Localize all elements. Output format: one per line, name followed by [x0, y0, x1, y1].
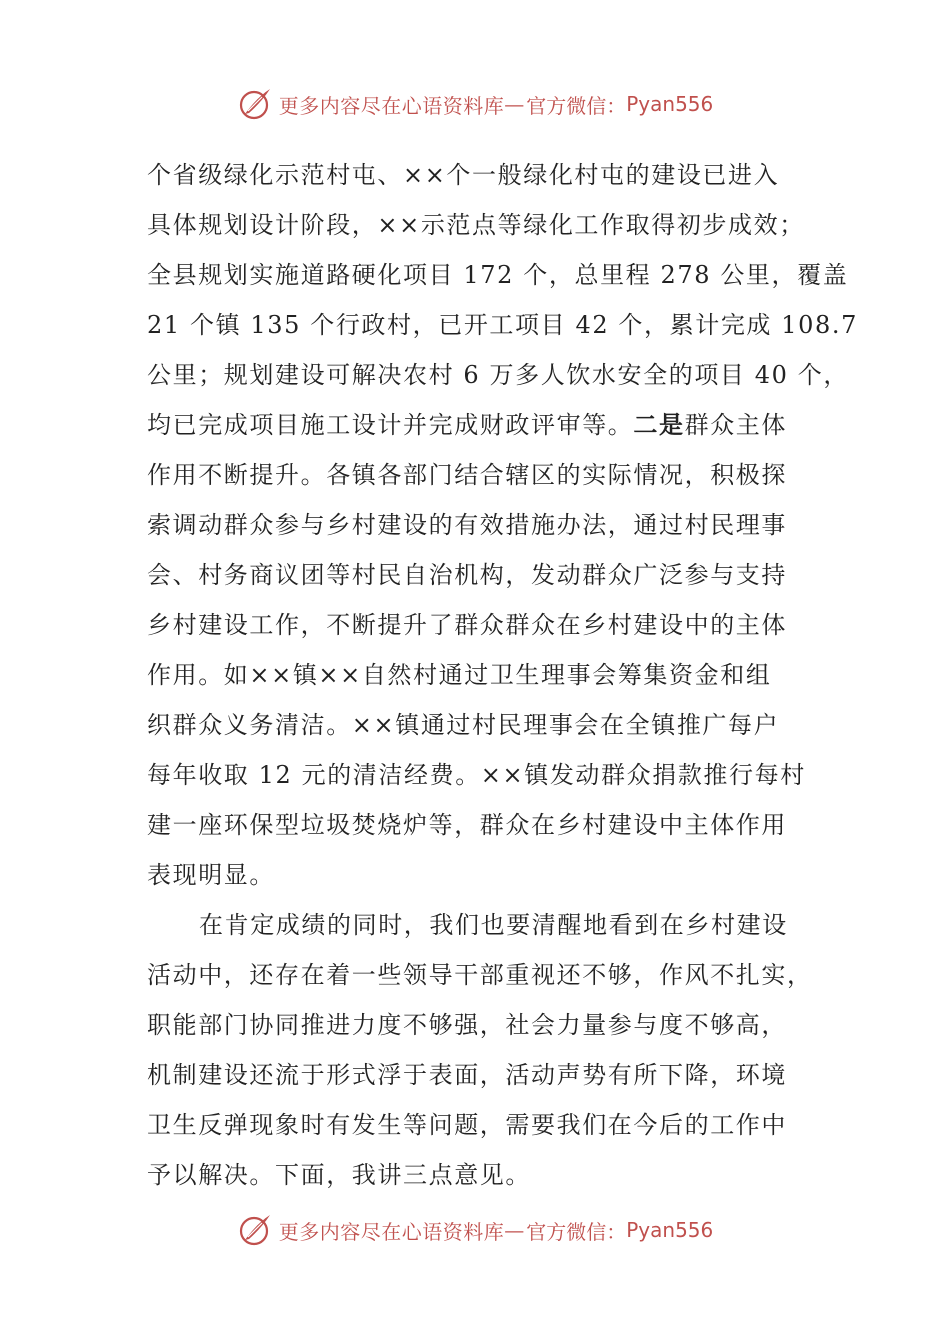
text-line: 每年收取 12 元的清洁经费。××镇发动群众捐款推行每村: [147, 761, 806, 789]
text-line: 机制建设还流于形式浮于表面，活动声势有所下降，环境: [147, 1061, 787, 1089]
text-line: 予以解决。下面，我讲三点意见。: [147, 1161, 531, 1189]
watermark-separator: —: [504, 92, 525, 116]
watermark-text: 更多内容尽在心语资料库: [278, 93, 505, 118]
wechat-id: Pyan556: [626, 92, 714, 116]
text-line: 作用。如××镇××自然村通过卫生理事会筹集资金和组: [147, 661, 772, 689]
text-line: 在肯定成绩的同时，我们也要清醒地看到在乡村建设: [199, 911, 788, 939]
text-line: 乡村建设工作，不断提升了群众群众在乡村建设中的主体: [147, 611, 787, 639]
text-line: 表现明显。: [147, 861, 275, 889]
text-line: 建一座环保型垃圾焚烧炉等，群众在乡村建设中主体作用: [147, 811, 787, 839]
text-line: 21 个镇 135 个行政村，已开工项目 42 个，累计完成 108.7: [147, 311, 858, 339]
text-line: 个省级绿化示范村屯、××个一般绿化村屯的建设已进入: [147, 161, 780, 189]
text-line: [147, 400, 807, 450]
text-run: 均已完成项目施工设计并完成财政评审等。: [147, 411, 634, 439]
footer-watermark: [0, 1210, 950, 1250]
wechat-id: Pyan556: [626, 1218, 714, 1242]
wechat-label: 官方微信：: [526, 93, 627, 118]
quill-logo-icon: [237, 86, 273, 122]
quill-logo-icon: [237, 1212, 273, 1248]
text-line: 索调动群众参与乡村建设的有效措施办法，通过村民理事: [147, 511, 787, 539]
text-line: 卫生反弹现象时有发生等问题，需要我们在今后的工作中: [147, 1111, 787, 1139]
text-line: 具体规划设计阶段，××示范点等绿化工作取得初步成效；: [147, 211, 805, 239]
wechat-label: 官方微信：: [526, 1219, 627, 1244]
text-line: 作用不断提升。各镇各部门结合辖区的实际情况，积极探: [147, 461, 787, 489]
document-body: [147, 150, 858, 1200]
bold-text-run: 二是: [633, 410, 685, 439]
text-line: 活动中，还存在着一些领导干部重视还不够，作风不扎实，: [147, 961, 813, 989]
text-line: 公里；规划建设可解决农村 6 万多人饮水安全的项目 40 个，: [147, 361, 849, 389]
text-line: 全县规划实施道路硬化项目 172 个，总里程 278 公里，覆盖: [147, 261, 849, 289]
text-line: 会、村务商议团等村民自治机构，发动群众广泛参与支持: [147, 561, 787, 589]
text-line: 职能部门协同推进力度不够强，社会力量参与度不够高，: [147, 1011, 787, 1039]
text-line: 织群众义务清洁。××镇通过村民理事会在全镇推广每户: [147, 711, 780, 739]
watermark-separator: —: [504, 1218, 525, 1242]
watermark-text: 更多内容尽在心语资料库: [278, 1219, 505, 1244]
text-run: 群众主体: [684, 411, 788, 439]
header-watermark: [0, 84, 950, 124]
